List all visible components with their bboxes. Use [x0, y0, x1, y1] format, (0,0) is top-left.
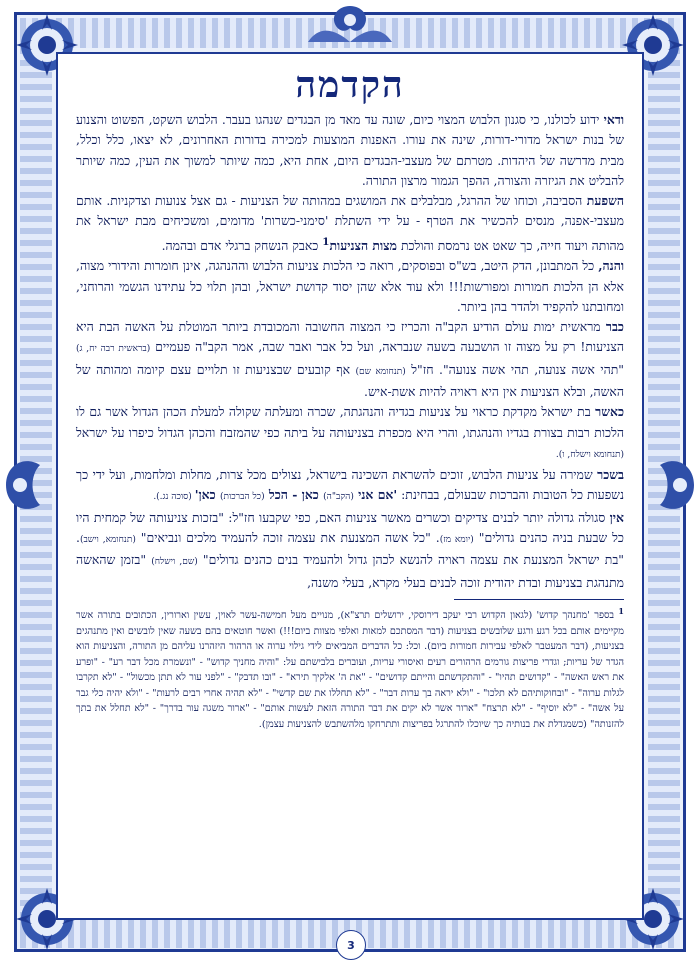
top-center-ornament [300, 2, 400, 50]
lead-word: השפעת [586, 193, 624, 209]
lead-word: בשכר [597, 467, 624, 483]
footnote: $^1$ בספר 'מחנהך קדוש' (לגאון הקדוש רבי יעקב דירוסקי, ירושלים תרצ"א), מנויים מעל חמישה-עשר לאוין, עשין וארורין, הכתובים בתורה אשר מקיימים אותם בכל רגע ורגע שלובשים בצניעות (דבר המסתכם למאות ואלפי מצוות ביום!!!) ואשר חוטאים בהם בשעה שאין לובשים ואין מתנהגים בצניעות, (דבר המעטבר לאלפי עבירות חמורות ביום). וכל: כל הדברים המביאים לידי גילוי ערוה או הרהור היזהרנו עליהם מן התורה, והצניעות הוא הגדר של עריות; וגדרי פריצות גורמים הרהורים רעים ואיסורי עריות, ועוברים בלבישתם על: "והיה מחניך קדוש" - "ונשמרת מכל דבר רע" - "ופרע את ראש האשה" - "קדושים תהיו" - "והתקדשתם והייתם קדושים" - "את ה' אלקיך תירא" - "ובו תדבק" - "לפני עור לא תתן מכשול" - "לא תקרבו לגלות ערוה" - "ובחוקותיהם לא תלכו" - "ולא יראה בך ערות דבר" - "לא תחללו את שם קדשי" - "לא תהיה אחרי רבים לרעות" - "ולא יהיה כלי גבר על אשה" - "לא יוסיף" - "לא תרצח" "ארור אשר לא יקים את דבר התורה הזאת לעשות אותם" - "ארור משגה עור בדרך" - "לא תחלל את בתך להזנותה" (כשמגדלת את בנותיה כך שיוכלו להתרגל בפריצות ותתרחקו מלהשתבש להצניעות עצמן). [76, 605, 624, 730]
lead-word: כאשר [595, 404, 624, 420]
page-content [76, 60, 624, 910]
lead-word: והנה, [598, 258, 624, 274]
footnote-number: 1 [618, 605, 624, 616]
paragraph-4: כבר מראשית ימות עולם הודיע הקב"ה והכריז כי המצוה החשובה והמכובדת ביותר המוטלת על האשה הבת היא הצניעות! רק על מצוה זו הושבעה בשעה שנבראה, ועל כל אבר ואבר שבה, אמר הקב"ה פעמיים (בראשית רבה יח, ג) "תהי אשה צנועה, תהי אשה צנועה". חז"ל (תנחומא שם) אף קובעים שבצניעות זו תלויים עצם קיומה ומהותה של האשה, ובלא הצניעות אין היא ראויה להיות אשת-איש. [76, 319, 624, 399]
right-center-ornament [652, 440, 700, 530]
paragraph-2: השפעת הסביבה, וכוחו של ההרגל, מבלבלים את המושגים במהותה של הצניעות - גם אצל צנועות וצדקניות. אותם מעצבי-אפנה, מנסים להכשיר את הטרף - על ידי השתלת 'סימני-כשרות' מדומים, ומשכיחים מבת ישראל את מהותה ויעוד חייה, כך שאט אט נרמסת והולכת מצות הצניעות$^1$ כאבק הנשחק ברגלי אדם ובהמה. [76, 193, 624, 253]
page-title: הקדמה [295, 64, 405, 106]
left-center-ornament [0, 440, 48, 530]
footnote-divider [454, 599, 624, 600]
lead-word: כבר [605, 319, 624, 335]
paragraph-7: אין סגולה גדולה יותר לבנים צדיקים וכשרים מאשר צניעות האם, כפי שקבעו חז"ל: "בזכות צניעותה של קמחית היו כל שבעת בניה כהנים גדולים" (יומא מז). "כל אשה המצנעת את עצמה זוכה להעמיד מלכים ונביאים" (תנחומא, וישב). "בת ישראל המצנעת את עצמה ראויה להנשא לכהן גדול ולהעמיד בנים כהנים גדולים" (שם, וישלח) "בזמן שהאשה מתנהגת בצניעות ובדת יהודית זוכה לבנים בעלי מקרא, בעלי משנה, [76, 509, 624, 590]
footnote-marker: 1 [322, 235, 330, 248]
paragraph-3: והנה, כל המתבונן, הדק היטב, בש"ס ובפוסקים, רואה כי הלכות צניעות הלבוש וההנהגה, אינן חומרות והידורי מצוה, אלא הן הלכות חמורות ומפורשות!!! ולא עוד אלא שהן יסוד קדושת ישראל, ובהן תלוי כל עתידנו הגשמי והרוחני, ומחובתנו להקפיד ולהדר בהן ביותר. [76, 258, 624, 314]
lead-word: אין [609, 509, 624, 525]
page-number: 3 [347, 938, 355, 952]
paragraph-5: כאשר בת ישראל מקדקת כראוי על צניעות בגדיה והנהגתה, שכרה ומעלתה שקולה למעלת הכהן הגדול אשר גם לו הלכות רבות בצורת בגדיו והנהגתו, והרי היא מכפרת בצניעותה על ביתה כפי שהמזבח והכהן הגדול כיפרו על ישראל (תנחומא וישלח, ו). [76, 404, 624, 460]
paragraph-6: בשכר שמירה על צניעות הלבוש, זוכים להשראת השכינה בישראל, נצולים מכל צרות, מחלות ומלחמות, ועל ידי כך נשפעות כל הטובות והברכות שבעולם, בבחינת: 'אם אני (הקב"ה) כאן - הכל (כל הברכות) כאן' (סוכה נג.). [76, 467, 624, 503]
paragraph-1: ודאי ידוע לכולנו, כי סגנון הלבוש המצוי כיום, שונה עד מאד מן הבגדים שנהגו בעבר. הלבוש השקט, הפשוט והצנוע של בנות ישראל מדורי-דורות, שינה את עורו. האפנות המוצעות למכירה בדורות האחרונים, לא יצאו, כלל וכלל, מבית מדרשה של היהדות. מטרתם של מעצבי-הבגדים היום, אחת היא, כמה שיותר למשוך את העין, כמה שיותר להבליט את הגיזרה והצורה, ההפך הגמור מרצון התורה. [76, 112, 624, 188]
page-number-badge [336, 930, 366, 960]
lead-word: ודאי [603, 112, 624, 127]
